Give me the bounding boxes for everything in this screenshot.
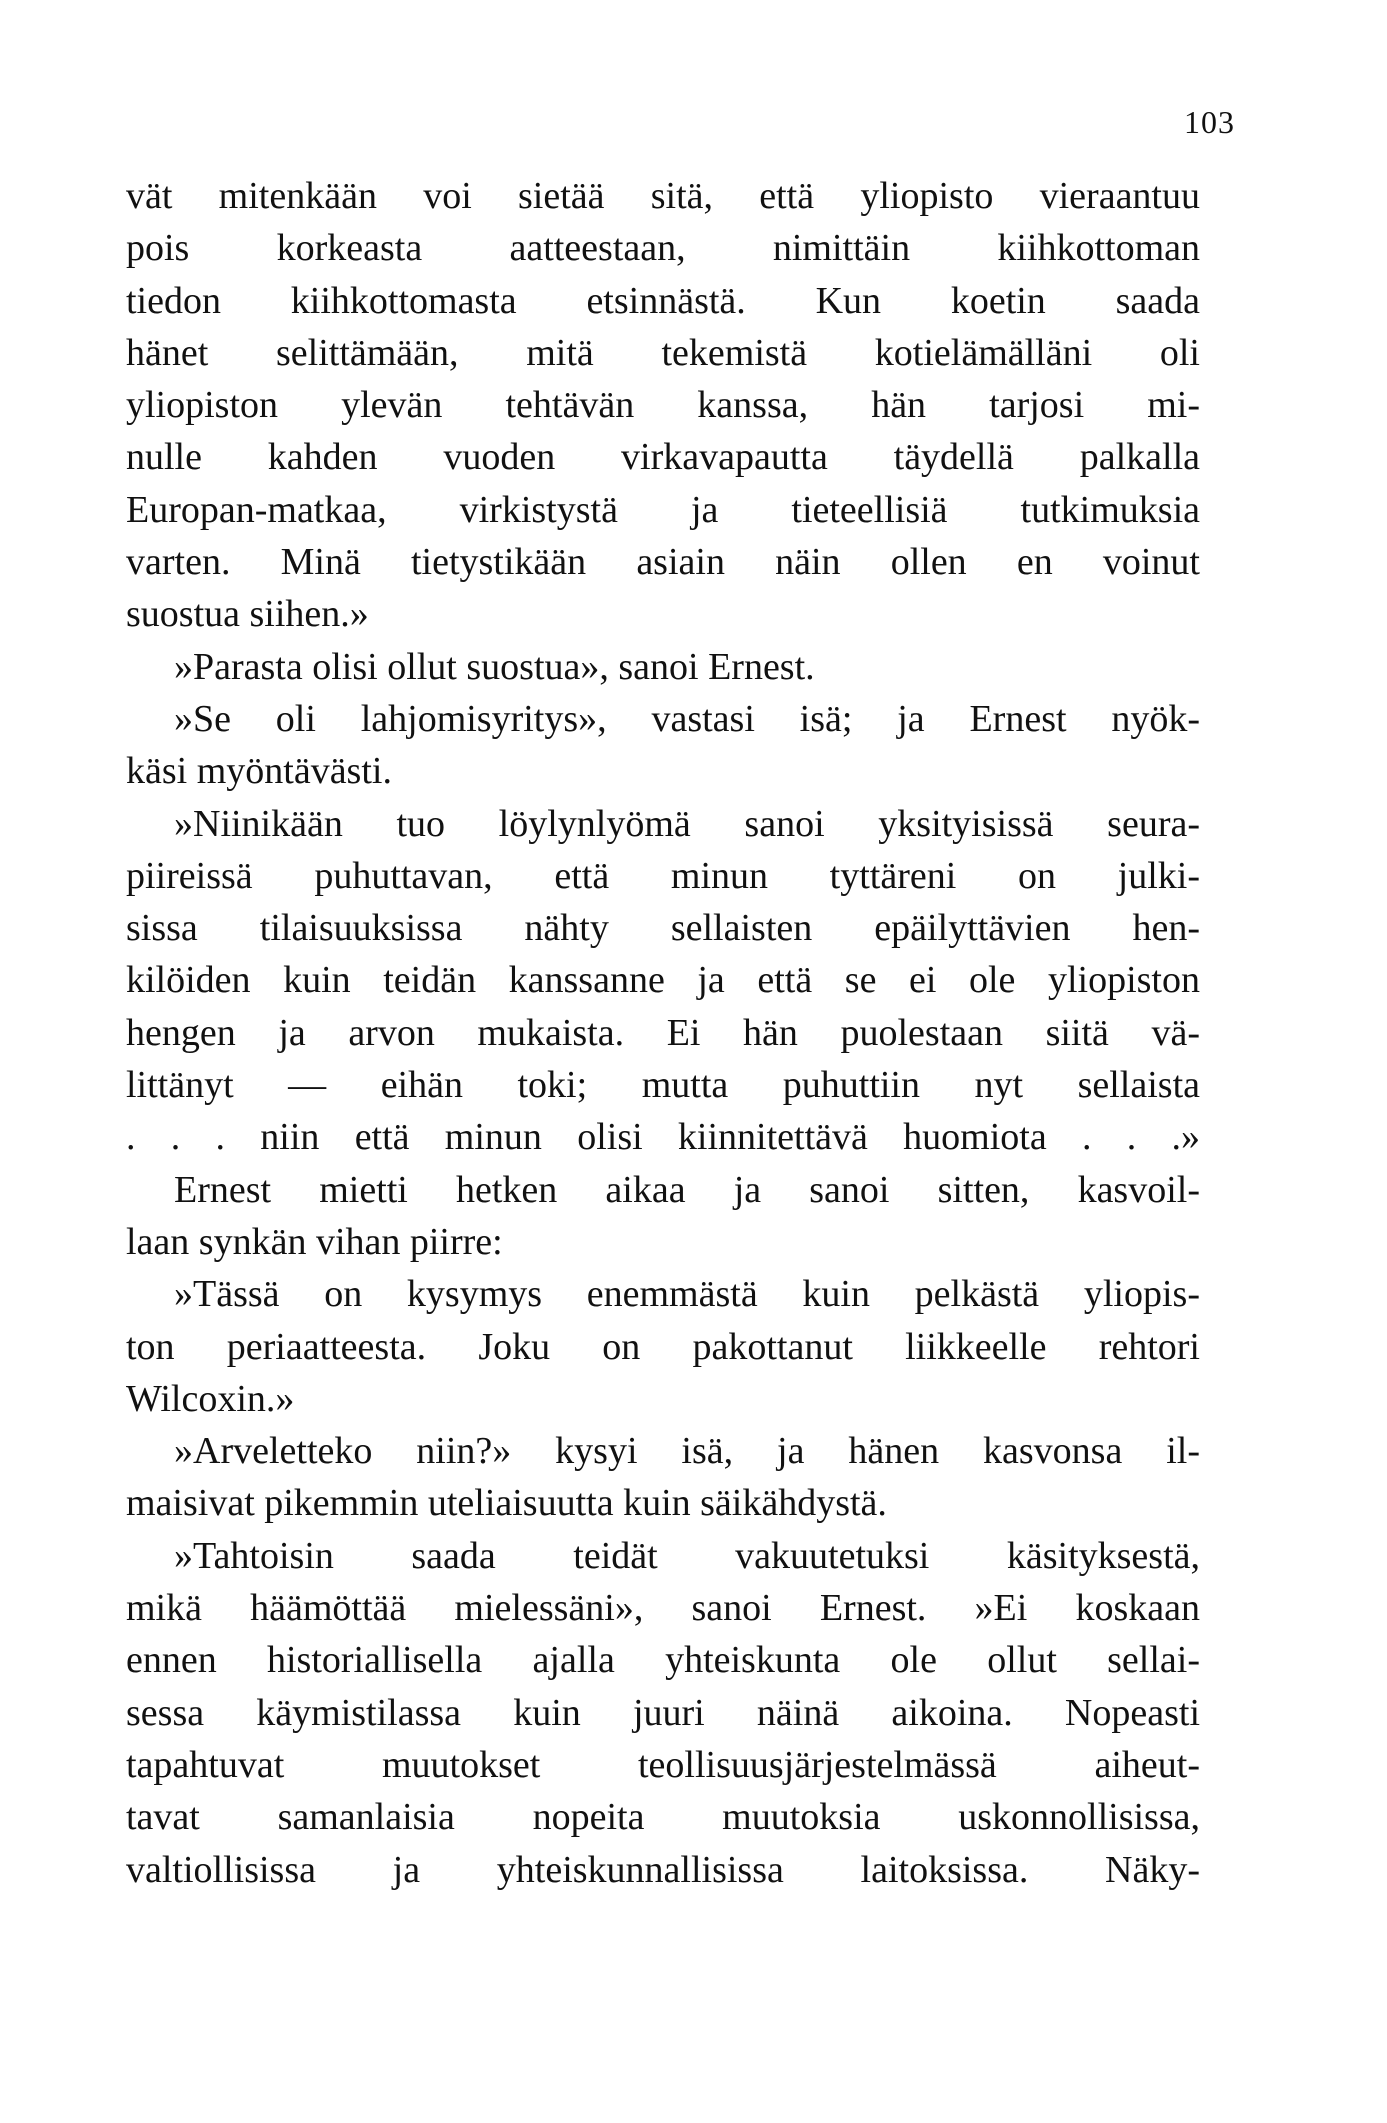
text-line: Ernest mietti hetken aikaa ja sanoi sitten, kasvoil-	[174, 1168, 1200, 1211]
text-line: sessa käymistilassa kuin juuri näinä aikoina. Nopeasti	[126, 1691, 1200, 1734]
text-line: Wilcoxin.»	[126, 1377, 295, 1420]
page-number: 103	[1184, 104, 1235, 140]
text-line: mikä häämöttää mielessäni», sanoi Ernest. »Ei koskaan	[126, 1587, 1200, 1630]
text-line: suostua siihen.»	[126, 593, 369, 636]
text-line: vät mitenkään voi sietää sitä, että yliopisto vieraantuu	[126, 175, 1200, 217]
text-line: »Arveletteko niin?» kysyi isä, ja hänen kasvonsa il-	[174, 1430, 1200, 1473]
text-line: pois korkeasta aatteestaan, nimittäin kiihkottoman	[126, 227, 1200, 270]
text-line: »Se oli lahjomisyritys», vastasi isä; ja Ernest nyök-	[174, 697, 1200, 740]
text-line: ennen historiallisella ajalla yhteiskunta ole ollut sellai-	[126, 1639, 1200, 1682]
text-line: ton periaatteesta. Joku on pakottanut liikkeelle rehtori	[126, 1325, 1200, 1368]
text-line: »Parasta olisi ollut suostua», sanoi Ernest.	[174, 645, 815, 688]
text-line: tiedon kiihkottomasta etsinnästä. Kun koetin saada	[126, 279, 1200, 322]
text-line: »Tässä on kysymys enemmästä kuin pelkästä yliopis-	[174, 1273, 1200, 1316]
text-line: käsi myöntävästi.	[126, 750, 392, 793]
text-line: sissa tilaisuuksissa nähty sellaisten epäilyttävien hen-	[126, 907, 1200, 950]
text-line: tapahtuvat muutokset teollisuusjärjestelmässä aiheut-	[126, 1743, 1200, 1786]
text-line: littänyt — eihän toki; mutta puhuttiin nyt sellaista	[126, 1064, 1200, 1107]
text-line: kilöiden kuin teidän kanssanne ja että se ei ole yliopiston	[126, 959, 1200, 1002]
body-text	[126, 170, 1200, 1896]
text-line: nulle kahden vuoden virkavapautta täydellä palkalla	[126, 436, 1200, 479]
text-line: »Niinikään tuo löylynlyömä sanoi yksityisissä seura-	[174, 802, 1200, 845]
text-line: . . . niin että minun olisi kiinnitettävä huomiota . . .»	[126, 1116, 1200, 1159]
text-line: yliopiston ylevän tehtävän kanssa, hän tarjosi mi-	[126, 384, 1200, 427]
text-line: hänet selittämään, mitä tekemistä kotielämälläni oli	[126, 331, 1200, 374]
text-line: »Tahtoisin saada teidät vakuutetuksi käsityksestä,	[174, 1534, 1200, 1577]
text-line: laan synkän vihan piirre:	[126, 1220, 503, 1263]
text-line: piireissä puhuttavan, että minun tyttäreni on julki-	[126, 854, 1200, 897]
text-line: Europan-matkaa, virkistystä ja tieteellisiä tutkimuksia	[126, 488, 1200, 531]
text-line: maisivat pikemmin uteliaisuutta kuin säikähdystä.	[126, 1482, 887, 1525]
text-line: varten. Minä tietystikään asiain näin ollen en voinut	[126, 541, 1200, 584]
text-line: tavat samanlaisia nopeita muutoksia uskonnollisissa,	[126, 1796, 1200, 1839]
text-line: valtiollisissa ja yhteiskunnallisissa laitoksissa. Näky-	[126, 1848, 1200, 1891]
text-line: hengen ja arvon mukaista. Ei hän puolestaan siitä vä-	[126, 1011, 1200, 1054]
